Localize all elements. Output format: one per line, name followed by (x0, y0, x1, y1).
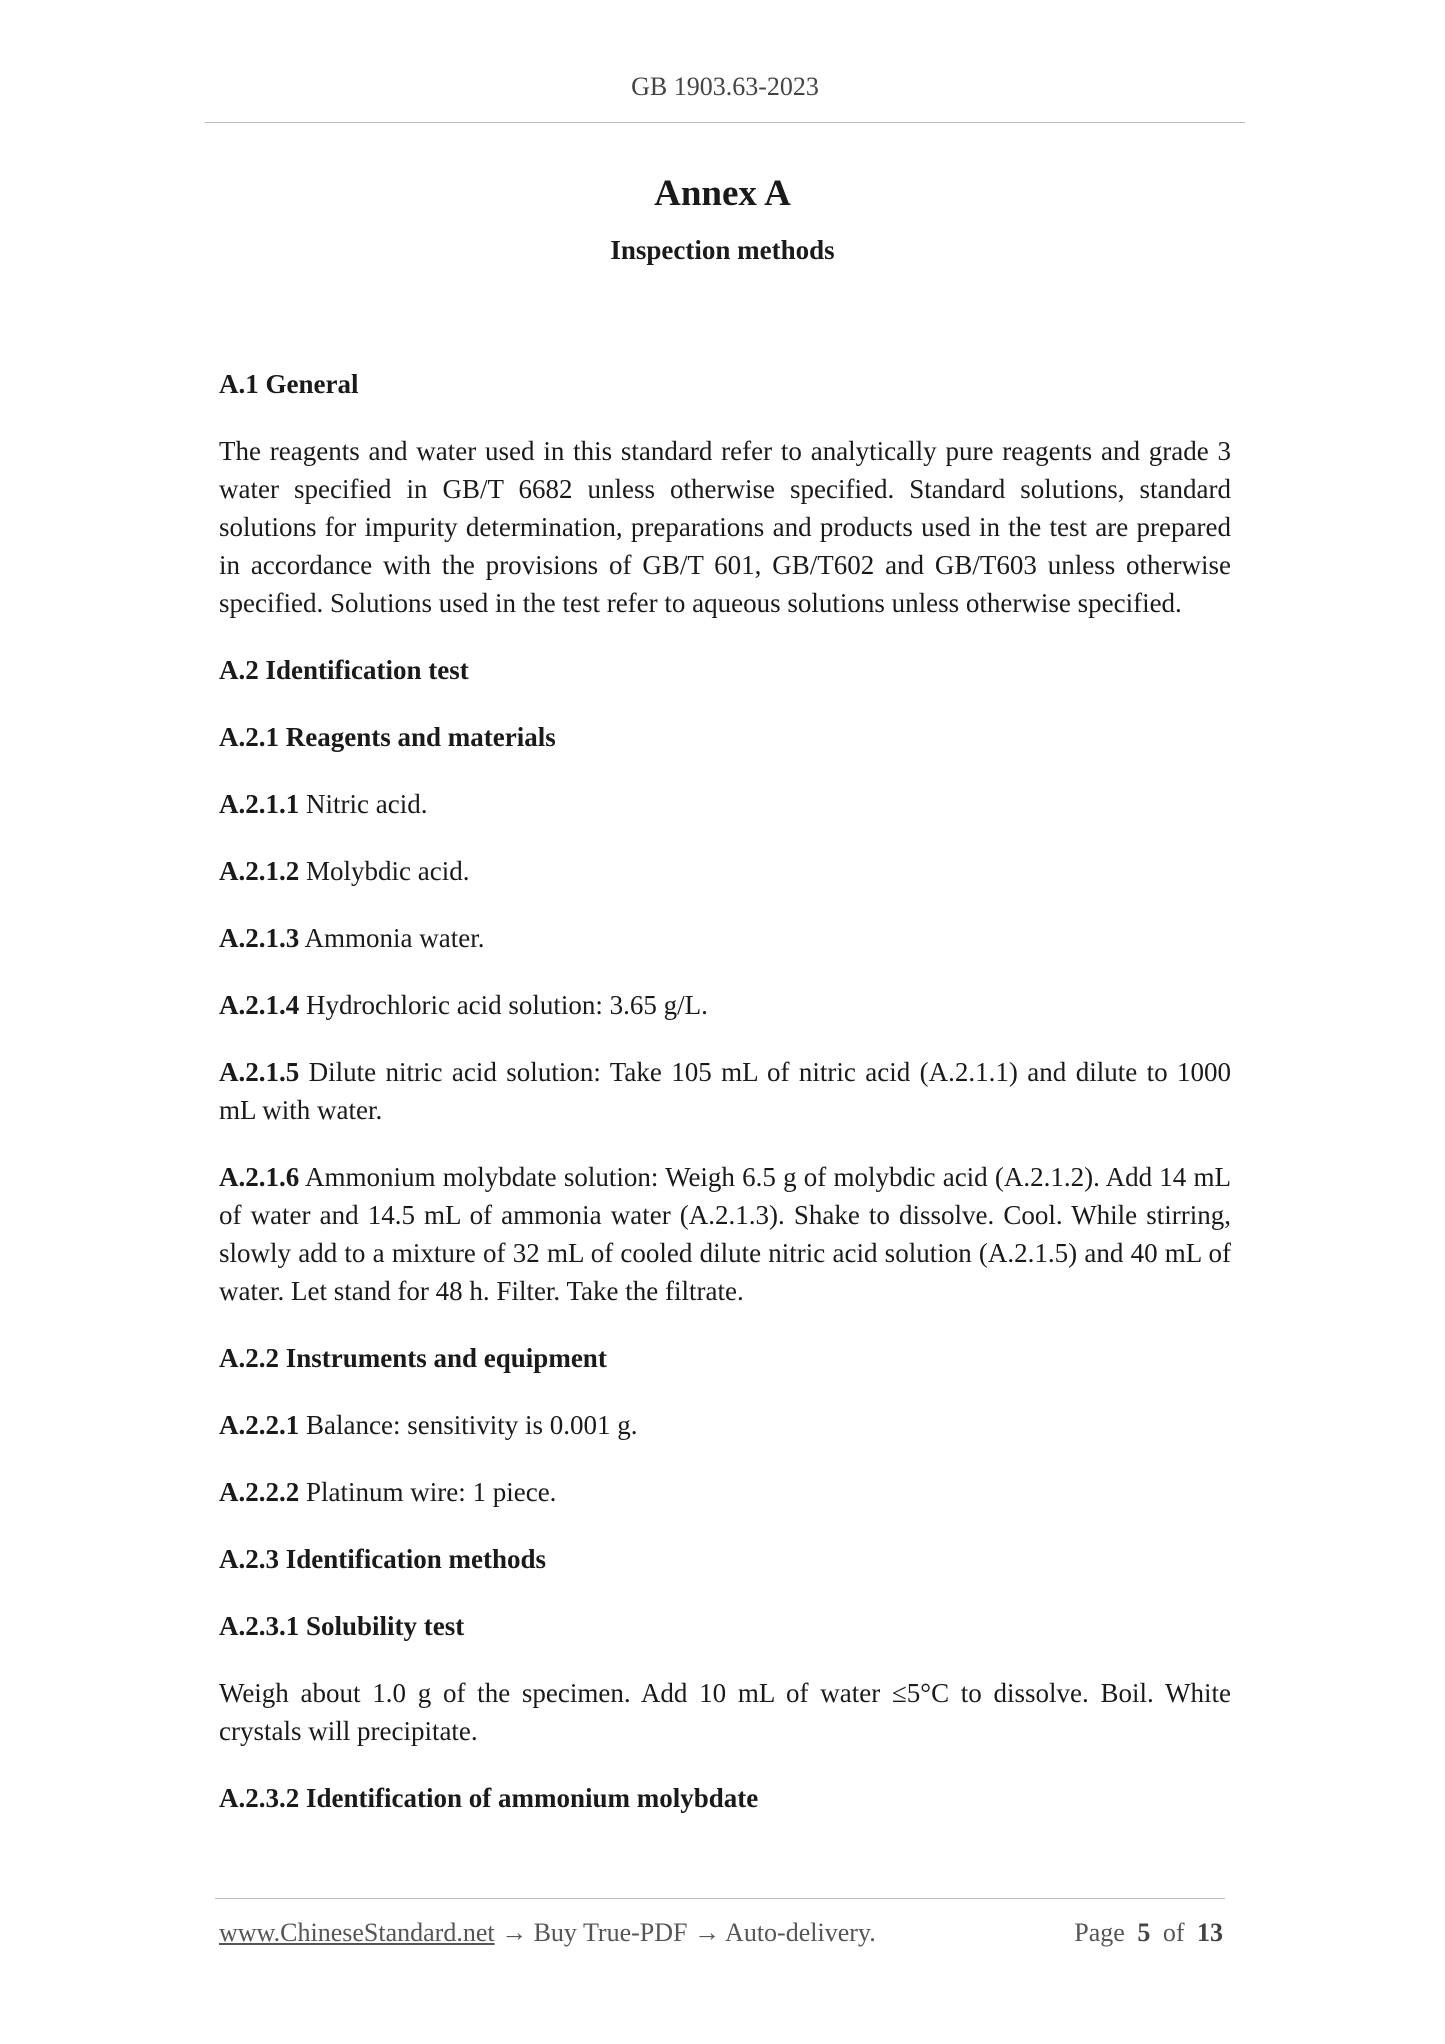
clause-text: Balance: sensitivity is 0.001 g. (306, 1410, 638, 1440)
section-heading-a231: A.2.3.1 Solubility test (219, 1611, 465, 1641)
page-total: 13 (1197, 1918, 1223, 1947)
section-heading-a23: A.2.3 Identification methods (219, 1544, 547, 1574)
section-heading-a232: A.2.3.2 Identification of ammonium molybdate (219, 1783, 759, 1813)
clause-a221 (219, 1406, 1231, 1444)
clause-number: A.2.1.1 (219, 789, 300, 819)
clause-number: A.2.1.2 (219, 856, 300, 886)
paragraph-a231: Weigh about 1.0 g of the specimen. Add 10 mL of water ≤5°C to dissolve. Boil. White crystals will precipitate. (219, 1678, 1231, 1746)
clause-number: A.2.1.3 (219, 923, 300, 953)
clause-a214 (219, 986, 1231, 1024)
clause-a222 (219, 1473, 1231, 1511)
page-number (1074, 1918, 1229, 1948)
clause-text: Ammonium molybdate solution: Weigh 6.5 g of molybdic acid (A.2.1.2). Add 14 mL of water and 14.5 mL of ammonia water (A.2.1.3). Shake to dissolve. Cool. While stirring, slowly add to a mixture of 32 mL of cooled dilute nitric acid solution (A.2.1.5) and 40 mL of water. Let stand for 48 h. Filter. Take the filtrate. (219, 1162, 1232, 1306)
annex-title: Annex A (654, 173, 791, 214)
footer-promo (219, 1918, 876, 1948)
section-heading-a21: A.2.1 Reagents and materials (219, 722, 556, 752)
clause-text: Platinum wire: 1 piece. (306, 1477, 557, 1507)
clause-text: Ammonia water. (304, 923, 485, 953)
clause-a212 (219, 852, 1231, 890)
clause-number: A.2.2.1 (219, 1410, 300, 1440)
clause-text: Dilute nitric acid solution: Take 105 mL of nitric acid (A.2.1.1) and dilute to 1000 mL with water. (219, 1057, 1231, 1125)
clause-number: A.2.1.6 (219, 1162, 300, 1192)
clause-text: Molybdic acid. (306, 856, 470, 886)
clause-a213 (219, 919, 1231, 957)
footer-promo-text: → Buy True-PDF → Auto-delivery. (494, 1918, 876, 1947)
header-divider (205, 122, 1245, 123)
clause-text: Hydrochloric acid solution: 3.65 g/L. (306, 990, 708, 1020)
section-heading-a22: A.2.2 Instruments and equipment (219, 1343, 607, 1373)
clause-text: Nitric acid. (306, 789, 428, 819)
clause-a211 (219, 785, 1231, 823)
annex-subtitle: Inspection methods (610, 235, 835, 265)
paragraph-a1: The reagents and water used in this standard refer to analytically pure reagents and grade 3 water specified in GB/T 6682 unless otherwise specified. Standard solutions, standard solutions for impurity determination, preparations and products used in the test are prepared in accordance with the provisions of GB/T 601, GB/T602 and GB/T603 unless otherwise specified. Solutions used in the test refer to aqueous solutions unless otherwise specified. (219, 436, 1231, 618)
page-of-label: of (1162, 1918, 1185, 1947)
section-heading-a1: A.1 General (219, 369, 359, 399)
document-body (219, 365, 1231, 1846)
clause-number: A.2.2.2 (219, 1477, 300, 1507)
page-label: Page (1074, 1918, 1125, 1947)
clause-number: A.2.1.4 (219, 990, 300, 1020)
clause-number: A.2.1.5 (219, 1057, 300, 1087)
website-link[interactable]: www.ChineseStandard.net (219, 1918, 495, 1947)
running-header: GB 1903.63-2023 (631, 72, 819, 101)
section-heading-a2: A.2 Identification test (219, 655, 469, 685)
page-current: 5 (1137, 1918, 1151, 1947)
footer-divider (215, 1898, 1225, 1899)
clause-a215 (219, 1053, 1231, 1129)
clause-a216 (219, 1158, 1231, 1310)
